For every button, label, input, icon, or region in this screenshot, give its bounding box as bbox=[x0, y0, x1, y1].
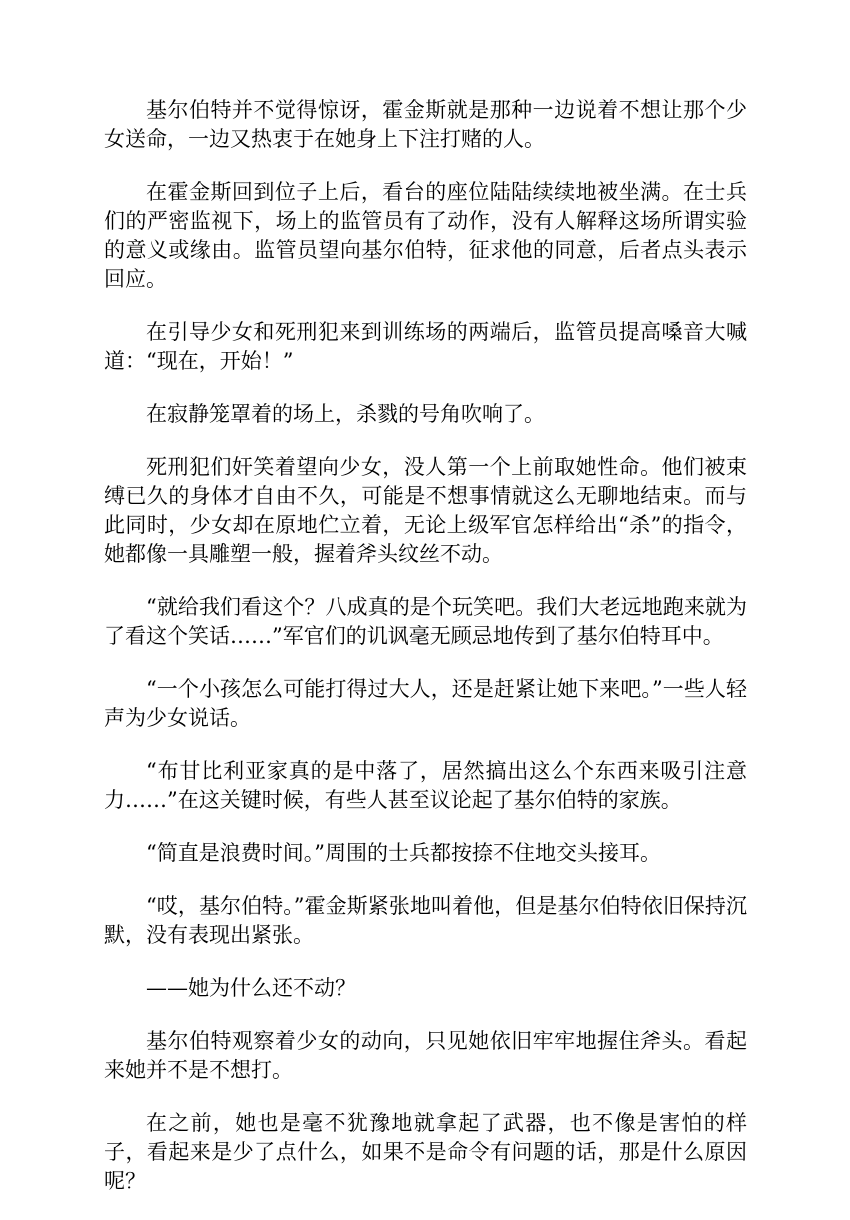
paragraph-1: 基尔伯特并不觉得惊讶，霍金斯就是那种一边说着不想让那个少女送命，一边又热衷于在她身上下注打赌的人。 bbox=[104, 98, 747, 151]
document-page bbox=[104, 96, 747, 1220]
paragraph-7: “一个小孩怎么可能打得过大人，还是赶紧让她下来吧。”一些人轻声为少女说话。 bbox=[104, 677, 747, 730]
paragraph-4: 在寂静笼罩着的场上，杀戮的号角吹响了。 bbox=[146, 402, 545, 426]
paragraph-10: “哎，基尔伯特。”霍金斯紧张地叫着他，但是基尔伯特依旧保持沉默，没有表现出紧张。 bbox=[104, 894, 747, 947]
paragraph-12: 基尔伯特观察着少女的动向，只见她依旧牢牢地握住斧头。看起来她并不是不想打。 bbox=[104, 1029, 747, 1082]
paragraph-8: “布甘比利亚家真的是中落了，居然搞出这么个东西来吸引注意力……”在这关键时候，有些人甚至议论起了基尔伯特的家族。 bbox=[104, 759, 747, 812]
paragraph-2: 在霍金斯回到位子上后，看台的座位陆陆续续地被坐满。在士兵们的严密监视下，场上的监管员有了动作，没有人解释这场所谓实验的意义或缘由。监管员望向基尔伯特，征求他的同意，后者点头表示回应。 bbox=[104, 180, 747, 291]
paragraph-3: 在引导少女和死刑犯来到训练场的两端后，监管员提高嗓音大喊道：“现在，开始！” bbox=[104, 320, 747, 373]
paragraph-6: “就给我们看这个？八成真的是个玩笑吧。我们大老远地跑来就为了看这个笑话……”军官们的讥讽毫无顾忌地传到了基尔伯特耳中。 bbox=[104, 595, 747, 648]
paragraph-5: 死刑犯们奸笑着望向少女，没人第一个上前取她性命。他们被束缚已久的身体才自由不久，可能是不想事情就这么无聊地结束。而与此同时，少女却在原地伫立着，无论上级军官怎样给出“杀”的指令，她都像一具雕塑一般，握着斧头纹丝不动。 bbox=[104, 455, 747, 566]
paragraph-13: 在之前，她也是毫不犹豫地就拿起了武器，也不像是害怕的样子，看起来是少了点什么，如果不是命令有问题的话，那是什么原因呢？ bbox=[104, 1111, 747, 1193]
paragraph-9: “简直是浪费时间。”周围的士兵都按捺不住地交头接耳。 bbox=[146, 841, 661, 865]
paragraph-11: ——她为什么还不动？ bbox=[146, 976, 356, 1000]
